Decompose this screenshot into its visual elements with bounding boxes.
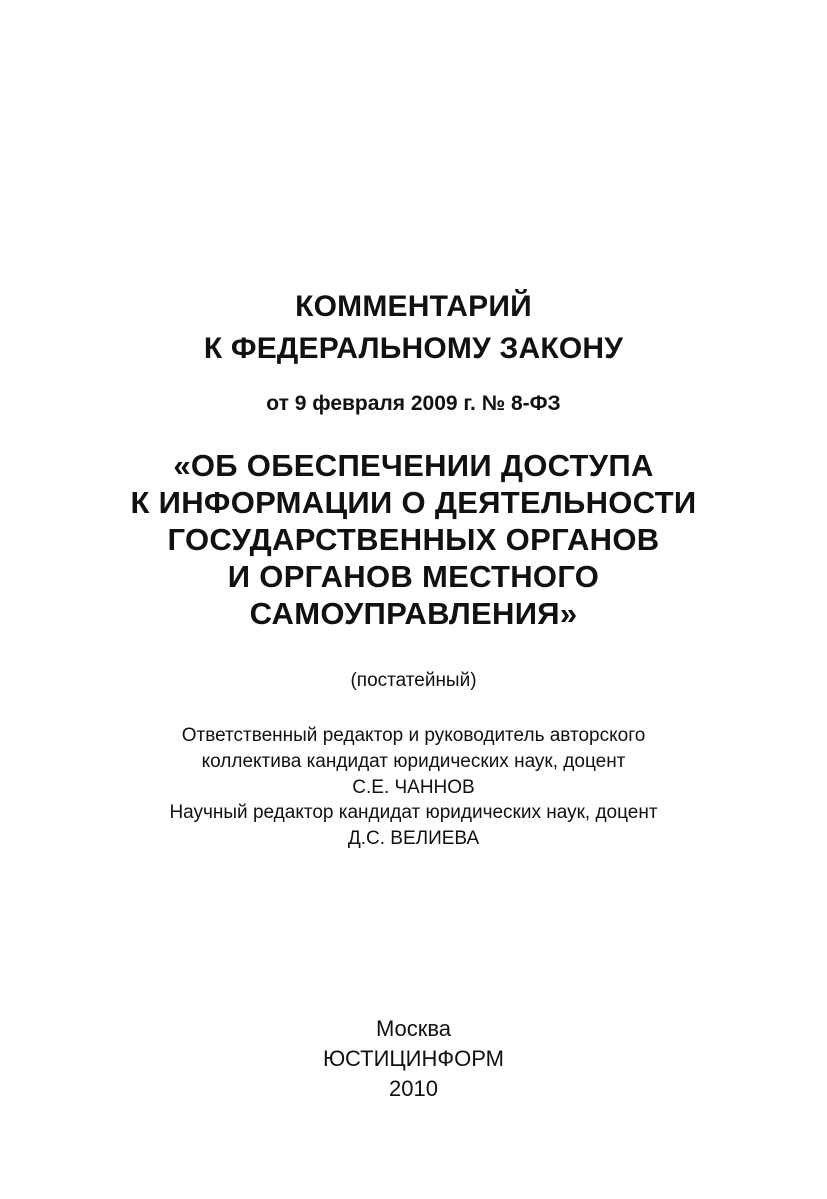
heading-line-1: КОММЕНТАРИЙ <box>295 290 532 323</box>
law-title-line-1: «ОБ ОБЕСПЕЧЕНИИ ДОСТУПА <box>173 448 654 483</box>
imprint-publisher: ЮСТИЦИНФОРМ <box>323 1046 504 1071</box>
credits-line-1: Ответственный редактор и руководитель авторского <box>181 725 646 746</box>
credits-line-2: коллектива кандидат юридических наук, доцент <box>201 751 626 772</box>
credits-line-4: Научный редактор кандидат юридических наук, доцент <box>169 802 658 823</box>
credits-scientific-editor-name: Д.С. ВЕЛИЕВА <box>347 828 480 849</box>
imprint-year: 2010 <box>389 1076 438 1101</box>
heading-line-2: К ФЕДЕРАЛЬНОМУ ЗАКОНУ <box>203 332 624 365</box>
law-title-line-3: ГОСУДАРСТВЕННЫХ ОРГАНОВ <box>167 522 660 557</box>
law-title-line-5: САМОУПРАВЛЕНИЯ» <box>249 596 578 631</box>
subtitle: (постатейный) <box>350 670 477 691</box>
law-title-line-4: И ОРГАНОВ МЕСТНОГО <box>227 559 600 594</box>
credits-editor-name: С.Е. ЧАННОВ <box>352 777 475 798</box>
law-title-line-2: К ИНФОРМАЦИИ О ДЕЯТЕЛЬНОСТИ <box>130 485 697 520</box>
law-date-number: от 9 февраля 2009 г. № 8-ФЗ <box>266 392 561 415</box>
imprint-city: Москва <box>375 1016 452 1041</box>
